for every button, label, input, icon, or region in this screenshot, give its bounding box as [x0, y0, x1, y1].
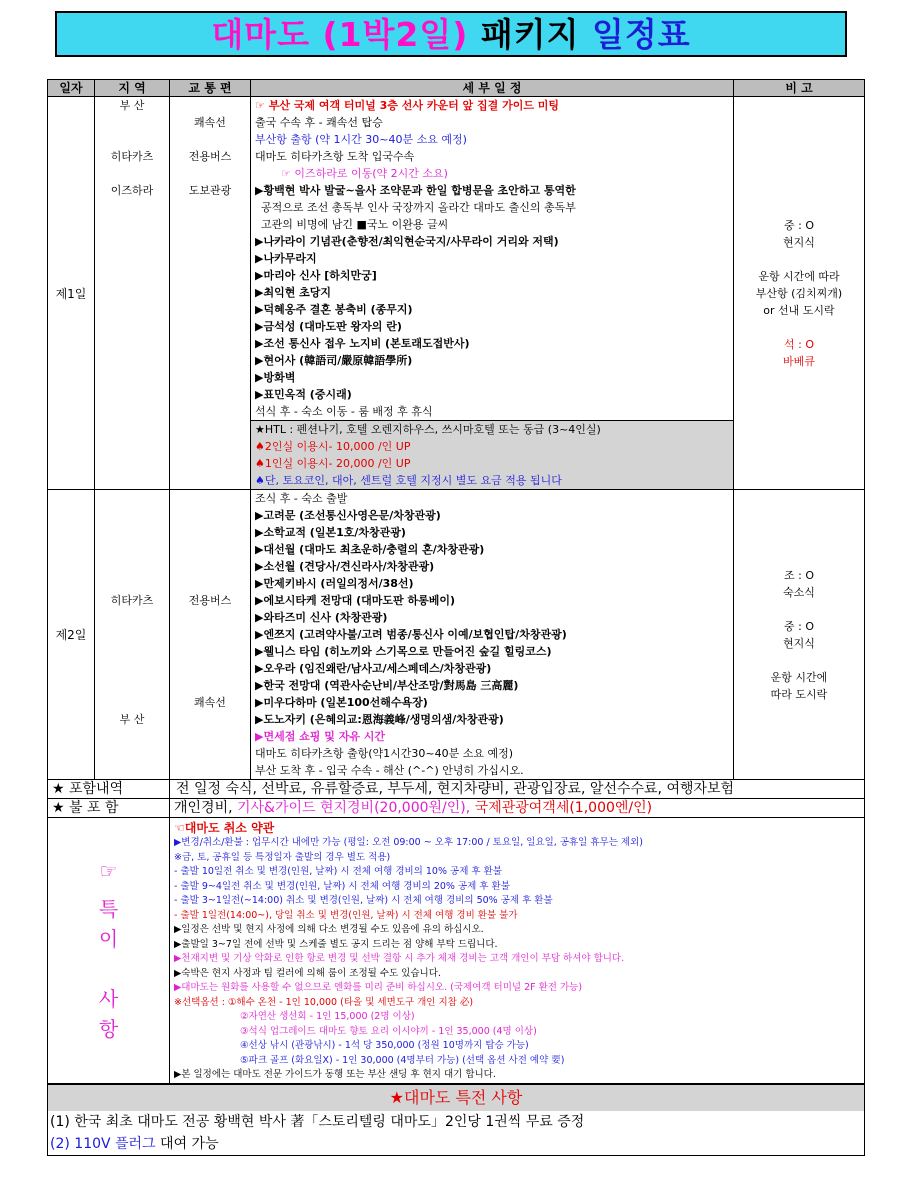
day1-notes	[734, 97, 865, 490]
day1-transport: 도보관광	[188, 184, 232, 197]
header-detail: 세 부 일 정	[251, 80, 734, 97]
list-item: ▶미우다하마 (일본100선해수욕장)	[255, 696, 428, 709]
note-line: ▶천재지변 및 기상 악화로 인한 항로 변경 및 선박 결항 시 추가 체재 경비는 고객 개인이 부담 하셔야 합니다.	[174, 953, 625, 964]
list-item: ▶만제키바시 (러일의정서/38선)	[255, 577, 414, 590]
benefit-line1: (1) 한국 최초 대마도 전공 황백현 박사 著「스토리텔링 대마도」2인당 1권씩 무료 증정	[50, 1113, 585, 1130]
day1-transport: 쾌속선	[194, 116, 226, 129]
list-item: 출국 수속 후 - 쾌속선 탑승	[255, 116, 383, 129]
list-item: ▶마리아 신사 [하치만궁]	[255, 269, 377, 282]
excludes-red: 국제관광여객세(1,000엔/인)	[474, 800, 653, 816]
day1-region: 이즈하라	[110, 184, 154, 197]
list-item: ▶소선월 (견당사/견신라사/차창관광)	[255, 560, 435, 573]
note-text: 중 : O	[784, 218, 814, 232]
list-item: ▶덕혜옹주 결혼 봉축비 (종무지)	[255, 303, 413, 316]
list-item: ▶면세점 쇼핑 및 자유 시간	[255, 730, 386, 743]
day2-transport: 쾌속선	[194, 696, 226, 709]
note-text: 운항 시간에 따라	[758, 269, 840, 283]
benefit-line2-blue: (2) 110V 플러그	[50, 1135, 156, 1152]
list-item: ▶황백현 박사 발굴~을사 조약문과 한일 합병문을 초안하고 통역한	[255, 184, 576, 197]
header-transport: 교 통 편	[170, 80, 251, 97]
day2-detail	[251, 490, 734, 780]
note-line: ②자연산 생선회 - 1인 15,000 (2명 이상)	[240, 1011, 415, 1022]
note-text: 조 : O	[784, 568, 814, 582]
list-item: ▶도노자키 (은혜의교:恩海義峰/생명의샘/차창관광)	[255, 713, 504, 726]
note-line: - 출발 3~1일전(~14:00) 취소 및 변경(인원, 날짜) 시 전체 여행 경비의 50% 공제 후 환불	[174, 895, 553, 906]
note-text: 운항 시간에	[770, 670, 828, 684]
hotel-line: ♠1인실 이용시- 20,000 /인 UP	[255, 457, 411, 470]
excludes-plain: 개인경비,	[174, 800, 233, 816]
day2-region: 부 산	[119, 713, 145, 726]
list-item: ▶나카무라지	[255, 252, 317, 265]
special-label	[48, 818, 170, 1084]
note-line: ④선상 낚시 (관광낚시) - 1석 당 350,000 (정원 10명까지 탑승 가능)	[240, 1040, 529, 1051]
hotel-line: ♠단, 토요코인, 대아, 센트럴 호텔 지정시 별도 요금 적용 됩니다	[255, 474, 562, 487]
day1-detail	[251, 97, 734, 421]
special-char: 이	[98, 927, 119, 952]
list-item: 대마도 히타카츠항 출항(약1시간30~40분 소요 예정)	[255, 747, 514, 760]
day1-region: 부 산	[119, 99, 145, 112]
note-line: ▶출발일 3~7일 전에 선박 및 스케줄 별도 공지 드리는 점 양해 부탁 드립니다.	[174, 938, 498, 950]
list-item: 부산항 출항 (약 1시간 30~40분 소요 예정)	[255, 133, 467, 146]
list-item: 조식 후 - 숙소 출발	[255, 492, 348, 505]
note-line: ▶숙박은 현지 사정과 팀 컬러에 의해 룸이 조정될 수도 있습니다.	[174, 967, 441, 979]
excludes-mag: 기사&가이드 현지경비(20,000원/인),	[237, 800, 471, 816]
note-line: ▶일정은 선박 및 현지 사정에 의해 다소 변경될 수도 있음에 유의 하십시오.	[174, 924, 484, 935]
page-title	[55, 11, 847, 57]
day1-hotel	[251, 421, 734, 490]
includes-text: 전 일정 숙식, 선박료, 유류할증료, 부두세, 현지차량비, 관광입장료, 알선수수료, 여행자보험	[170, 780, 865, 799]
note-line: ※금, 토, 공휴일 등 특정일자 출발의 경우 별도 적용)	[174, 851, 391, 863]
list-item: ☞ 부산 국제 여객 터미널 3층 선사 카운터 앞 집결 가이드 미팅	[255, 99, 560, 112]
hotel-line: ♠2인실 이용시- 10,000 /인 UP	[255, 440, 411, 453]
title-part3: 일정표	[591, 15, 691, 54]
header-note: 비 고	[734, 80, 865, 97]
header-day: 일자	[48, 80, 95, 97]
note-text: 따라 도시락	[770, 687, 828, 701]
benefit-line2-black: 대여 가능	[155, 1135, 219, 1152]
note-text: 바베큐	[783, 354, 815, 368]
list-item: ▶한국 전망대 (역관사순난비/부산조망/對馬島 三高麗)	[255, 679, 519, 692]
excludes-label: ★ 불 포 함	[48, 799, 170, 818]
list-item: 고관의 비명에 남긴 ■국노 이완용 글씨	[261, 218, 449, 231]
note-line: ※선택옵션 : ①해수 온천 - 1인 10,000 (타올 및 세면도구 개인 지참 必)	[174, 996, 474, 1008]
note-line: - 출발 1일전(14:00~), 당일 취소 및 변경(인원, 날짜) 시 전체 여행 경비 환불 불가	[174, 909, 518, 921]
list-item: ▶최익현 초당지	[255, 286, 332, 299]
list-item: ▶엔쯔지 (고려약사불/고려 범종/통신사 이예/보협인탑/차창관광)	[255, 628, 567, 641]
list-item: ▶오우라 (임진왜란/남사고/세스페데스/차창관광)	[255, 662, 492, 675]
note-text: or 선내 도시락	[763, 303, 835, 317]
list-item: 부산 도착 후 - 입국 수속 - 해산 (^-^) 안녕히 가십시오.	[255, 764, 524, 777]
note-line: ③석식 업그레이드 대마도 향토 요리 이시야끼 - 1인 35,000 (4명 이상)	[240, 1025, 537, 1037]
note-line: ☜대마도 취소 약관	[174, 821, 275, 835]
schedule-table	[47, 79, 865, 1156]
list-item: 공적으로 조선 총독부 인사 국장까지 올라간 대마도 출신의 총독부	[261, 201, 576, 214]
day2-region: 히타카츠	[110, 594, 154, 607]
header-region: 지 역	[95, 80, 170, 97]
list-item: ▶웰니스 타임 (히노끼와 스기목으로 만들어진 숲길 힐링코스)	[255, 645, 552, 658]
note-line: ▶대마도는 원화를 사용할 수 없으므로 엔화를 미리 준비 하십시오. (국제여객 터미널 2F 환전 가능)	[174, 982, 583, 993]
note-text: 부산항 (김치찌개)	[755, 286, 843, 300]
list-item: ▶금석성 (대마도판 왕자의 란)	[255, 320, 402, 333]
note-text: 현지식	[783, 235, 815, 249]
day2-transport: 전용버스	[188, 594, 232, 607]
header-row	[48, 80, 865, 97]
benefit-line2	[48, 1133, 864, 1155]
list-item: ▶방화벽	[255, 371, 296, 384]
list-item: ▶현어사 (韓語司/嚴原韓語學所)	[255, 354, 413, 367]
note-line: - 출발 10일전 취소 및 변경(인원, 날짜) 시 전체 여행 경비의 10% 공제 후 환불	[174, 866, 502, 877]
note-line: ⑤파크 골프 (화요일X) - 1인 30,000 (4명부터 가능) (선택 옵션 사전 예약 要)	[240, 1054, 565, 1066]
day1-transport: 전용버스	[188, 150, 232, 163]
list-item: ☞ 이즈하라로 이동(약 2시간 소요)	[281, 167, 448, 180]
note-line: - 출발 9~4일전 취소 및 변경(인원, 날짜) 시 전체 여행 경비의 20% 공제 후 환불	[174, 880, 510, 892]
includes-label: ★ 포함내역	[48, 780, 170, 799]
pointing-hand-icon: ☞	[99, 859, 118, 884]
hotel-line: ★HTL : 펜션나기, 호텔 오렌지하우스, 쓰시마호텔 또는 동급 (3~4인실)	[255, 423, 601, 436]
list-item: ▶나카라이 기념관(춘향전/최익현순국지/사무라이 거리와 저택)	[255, 235, 559, 248]
special-char: 사	[98, 987, 119, 1012]
day1-region: 히타카츠	[110, 150, 154, 163]
note-text: 현지식	[783, 636, 815, 650]
special-char: 특	[98, 897, 119, 922]
note-line: ▶변경/취소/환불 : 업무시간 내에만 가능 (평일: 오전 09:00 ~ 오후 17:00 / 토요일, 일요일, 공휴일 휴무는 제외)	[174, 837, 643, 848]
day1-label: 제1일	[48, 97, 95, 490]
list-item: ▶고려문 (조선통신사영은문/차창관광)	[255, 509, 441, 522]
title-part2: 패키지	[480, 15, 580, 54]
list-item: ▶대선월 (대마도 최초운하/충렬의 혼/차창관광)	[255, 543, 485, 556]
note-text: 중 : O	[784, 619, 814, 633]
special-notes	[170, 818, 865, 1084]
special-char: 항	[98, 1017, 119, 1042]
benefit-section	[48, 1084, 865, 1156]
note-line: ▶본 일정에는 대마도 전문 가이드가 동행 또는 부산 샌딩 후 현지 대기 합니다.	[174, 1069, 496, 1080]
list-item: ▶와타즈미 신사 (차창관광)	[255, 611, 388, 624]
list-item: ▶조선 통신사 접우 노지비 (본토래도접반사)	[255, 337, 470, 350]
note-text: 석 : O	[784, 337, 814, 351]
benefit-title: ★대마도 특전 사항	[48, 1085, 864, 1111]
list-item: 대마도 히타카츠항 도착 입국수속	[255, 150, 415, 163]
list-item: 석식 후 - 숙소 이동 - 룸 배정 후 휴식	[255, 405, 433, 418]
note-text: 숙소식	[783, 585, 815, 599]
day2-notes	[734, 490, 865, 780]
list-item: ▶표민옥적 (중시래)	[255, 388, 352, 401]
day2-label: 제2일	[48, 490, 95, 780]
list-item: ▶소학교적 (일본1호/차창관광)	[255, 526, 406, 539]
list-item: ▶에보시타케 전망대 (대마도판 하롱베이)	[255, 594, 456, 607]
excludes-text	[170, 799, 865, 818]
title-part1: 대마도 (1박2일)	[211, 15, 469, 54]
